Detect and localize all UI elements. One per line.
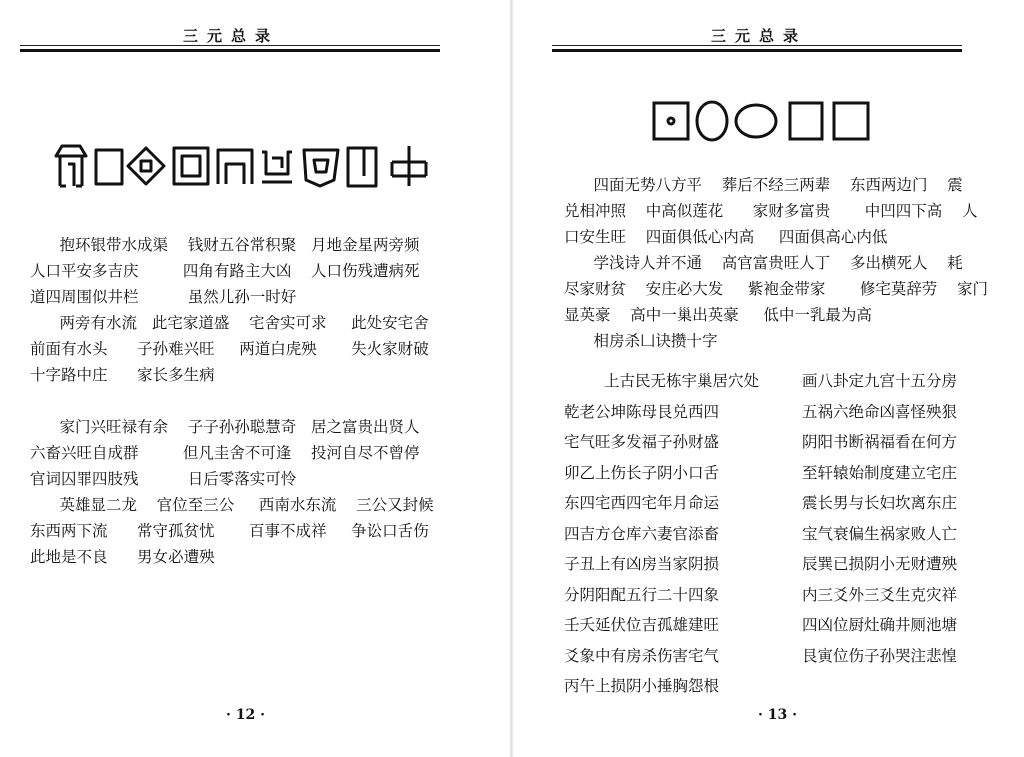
paragraph (30, 310, 470, 388)
verse-line: 艮寅位伤子孙哭注悲惶 (802, 646, 958, 665)
verse-line: 卯乙上伤长子阴小口舌 (564, 463, 720, 482)
text-line: 东西两下流 常守孤贫忧 百事不成祥 争讼口舌伤 (30, 522, 429, 540)
header-rule-thin (552, 45, 962, 46)
verse-line: 东四宅西四宅年月命运 (564, 494, 720, 512)
text-line: 尽家财贫 安庄必大发 紫袍金带家 修宅莫辞劳 家门 (564, 280, 989, 298)
header-rule-thick (552, 49, 962, 52)
verse-line: 辰巽已损阴小无财遭殃 (802, 555, 958, 573)
verse-line: 震长男与长妇坎离东庄 (802, 494, 958, 512)
text-line: 相房杀凵诀攒十字 (564, 332, 718, 350)
paragraph (30, 492, 470, 570)
verse-line: 子丑上有凶房当家阴损 (564, 555, 720, 573)
verse-line: 阴阳书断祸福看在何方 (802, 433, 958, 451)
text-line: 显英豪 高中一巢出英豪 低中一乳最为高 (564, 306, 872, 324)
right-page (512, 0, 1024, 757)
verse-line: 分阴阳配五行二十四象 (564, 585, 720, 604)
seal-glyph-strip-icon (52, 140, 432, 190)
verse-line: 丙午上损阴小捶胸怨根 (564, 677, 720, 695)
header-rule-thin (20, 45, 440, 46)
text-line: 两旁有水流 此宅家道盛 宅舍实可求 此处安宅舍 (30, 314, 429, 332)
verse-line: 画八卦定九宫十五分房 (802, 372, 958, 390)
verse-column-left (564, 366, 759, 702)
verse-line: 爻象中有房杀伤害宅气 (564, 646, 720, 665)
verse-line: 四吉方仓库六妻官添畜 (564, 524, 720, 543)
paragraph-gap (30, 388, 470, 414)
text-line: 此地是不良 男女必遭殃 (30, 548, 215, 566)
text-line: 前面有水头 子孙难兴旺 两道白虎殃 失火家财破 (30, 340, 429, 358)
text-line: 英雄显二龙 官位至三公 西南水东流 三公又封候 (30, 496, 434, 514)
text-line: 口安生旺 四面俱低心内高 四面俱高心内低 (564, 228, 888, 246)
right-body-text (564, 172, 1004, 354)
text-line: 兑相冲照 中高似莲花 家财多富贵 中凹四下高 人 (564, 202, 978, 220)
text-line: 六畜兴旺自成群 但凡圭舍不可逢 投河自尽不曾停 (30, 444, 420, 462)
text-line: 道四周围似井栏 虽然儿孙一时好 (30, 288, 297, 306)
verse-line: 内三爻外三爻生克灾祥 (802, 585, 958, 604)
verse-line: 宝气衰偏生祸家败人亡 (802, 524, 958, 543)
text-line: 人口平安多吉庆 四角有路主大凶 人口伤残遭病死 (30, 262, 420, 280)
verse-line: 上古民无栋宇巢居穴处 (604, 372, 760, 390)
verse-line: 四凶位厨灶确井厕池塘 (802, 616, 958, 634)
paragraph (30, 232, 470, 310)
running-head: 三元总录 (711, 27, 808, 45)
paragraph (30, 414, 470, 492)
verse-column-right (802, 366, 957, 671)
text-line: 四面无势八方平 葬后不经三两辈 东西两边门 震 (564, 176, 963, 194)
page-number: · 12 · (226, 707, 265, 723)
verse-line: 乾老公坤陈母艮兑西四 (564, 402, 720, 421)
text-line: 学浅诗人并不通 高官富贵旺人丁 多出横死人 耗 (564, 254, 963, 272)
verse-line: 宅气旺多发福子孙财盛 (564, 433, 720, 451)
verse-line: 至轩辕始制度建立宅庄 (802, 463, 958, 482)
text-line: 抱环银带水成渠 钱财五谷常积聚 月地金星两旁频 (30, 236, 420, 254)
text-line: 十字路中庄 家长多生病 (30, 366, 215, 384)
running-head: 三元总录 (183, 27, 280, 45)
header-rule-thick (20, 49, 440, 52)
verse-line: 五祸六绝命凶喜怪殃狠 (802, 402, 958, 421)
text-line: 家门兴旺禄有余 子子孙孙聪慧奇 居之富贵出贤人 (30, 418, 420, 436)
left-body-text (30, 232, 470, 570)
page-number: · 13 · (758, 707, 797, 723)
verse-line: 壬夭延伏位吉孤雄建旺 (564, 616, 720, 634)
text-line: 官词囚罪四肢残 日后零落实可怜 (30, 470, 297, 488)
shape-glyph-strip-icon (652, 100, 872, 142)
